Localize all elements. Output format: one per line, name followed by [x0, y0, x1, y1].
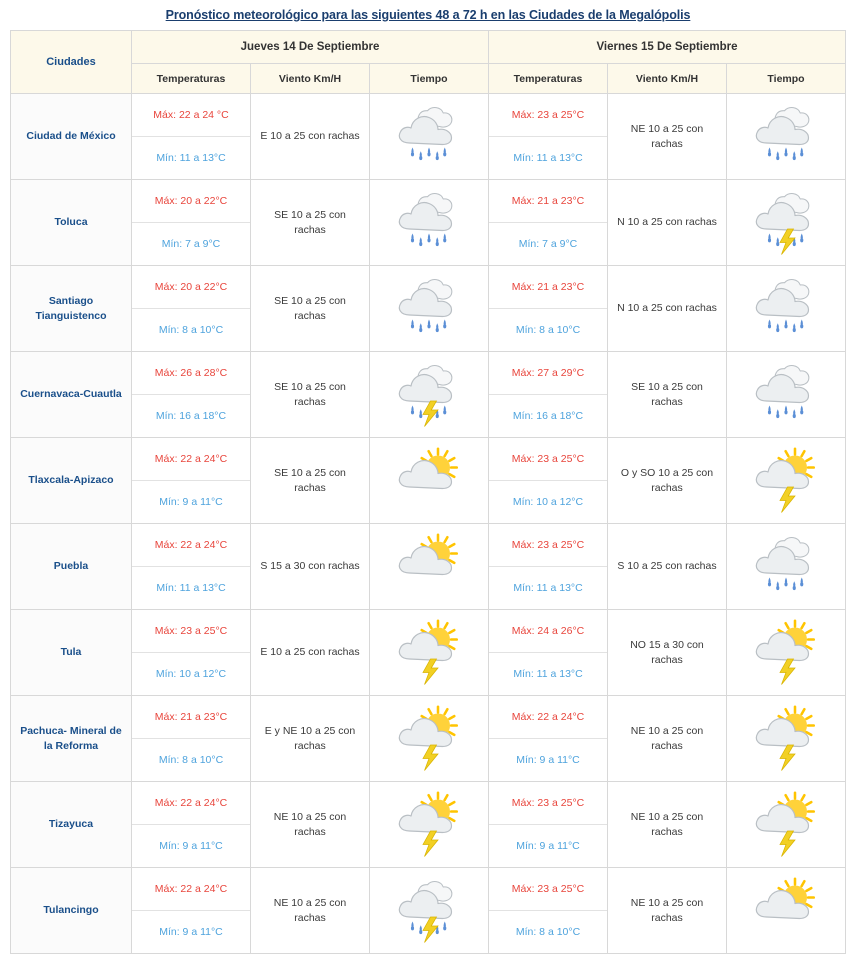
- temperatures-cell-day2: [489, 610, 608, 696]
- table-row: [11, 266, 846, 352]
- temp-min-day2: Mín: 7 a 9°C: [518, 238, 578, 250]
- temp-min-day1: Mín: 9 a 11°C: [159, 496, 223, 508]
- city-name: Tlaxcala-Apizaco: [11, 438, 132, 524]
- temp-min-day2: Mín: 8 a 10°C: [515, 926, 581, 938]
- temp-max-day2: Máx: 21 a 23°C: [489, 266, 607, 309]
- header-d1-temperatures: Temperaturas: [132, 64, 251, 94]
- temp-max-day1: Máx: 22 a 24 °C: [132, 94, 250, 137]
- temperatures-cell-day1: [132, 266, 251, 352]
- temperatures-cell-day2: [489, 782, 608, 868]
- header-row-subcolumns: [11, 64, 846, 94]
- header-d2-sky: Tiempo: [727, 64, 846, 94]
- sky-cell-day1: [370, 696, 489, 782]
- temp-min-day1: Mín: 16 a 18°C: [155, 410, 227, 422]
- table-header: [11, 31, 846, 94]
- sun-cloud-thunder-icon: [727, 612, 845, 694]
- temp-min-day1: Mín: 9 a 11°C: [159, 840, 223, 852]
- table-body: [11, 94, 846, 954]
- header-row-days: [11, 31, 846, 64]
- wind-cell-day1: E y NE 10 a 25 con rachas: [251, 696, 370, 782]
- wind-cell-day2: NE 10 a 25 con rachas: [608, 696, 727, 782]
- temp-min-day1: Mín: 9 a 11°C: [159, 926, 223, 938]
- sun-cloud-thunder-icon: [370, 784, 488, 866]
- table-row: [11, 94, 846, 180]
- sun-cloud-thunder-icon: [727, 440, 845, 522]
- temp-max-day2: Máx: 23 a 25°C: [489, 868, 607, 911]
- page-title: Pronóstico meteorológico para las siguientes 48 a 72 h en las Ciudades de la Megalópolis: [165, 8, 691, 22]
- sky-cell-day2: [727, 868, 846, 954]
- sun-behind-cloud-icon: [370, 440, 488, 522]
- temperatures-cell-day1: [132, 438, 251, 524]
- temp-min-day2: Mín: 8 a 10°C: [515, 324, 581, 336]
- temp-min-day2: Mín: 10 a 12°C: [512, 496, 584, 508]
- sky-cell-day1: [370, 438, 489, 524]
- temp-max-day2: Máx: 23 a 25°C: [489, 782, 607, 825]
- sky-cell-day2: [727, 782, 846, 868]
- wind-cell-day1: E 10 a 25 con rachas: [251, 94, 370, 180]
- temp-max-day1: Máx: 20 a 22°C: [132, 266, 250, 309]
- sky-cell-day1: [370, 180, 489, 266]
- sky-cell-day2: [727, 266, 846, 352]
- temp-max-day1: Máx: 26 a 28°C: [132, 352, 250, 395]
- temp-max-day1: Máx: 21 a 23°C: [132, 696, 250, 739]
- header-d2-temperatures: Temperaturas: [489, 64, 608, 94]
- wind-cell-day2: NE 10 a 25 con rachas: [608, 94, 727, 180]
- table-row: [11, 868, 846, 954]
- wind-cell-day2: NE 10 a 25 con rachas: [608, 782, 727, 868]
- temp-min-day2: Mín: 16 a 18°C: [512, 410, 584, 422]
- temperatures-cell-day1: [132, 524, 251, 610]
- header-d1-sky: Tiempo: [370, 64, 489, 94]
- temp-min-day1: Mín: 8 a 10°C: [158, 324, 224, 336]
- table-row: [11, 438, 846, 524]
- city-name: Santiago Tianguistenco: [11, 266, 132, 352]
- temperatures-cell-day2: [489, 524, 608, 610]
- temperatures-cell-day1: [132, 610, 251, 696]
- temperatures-cell-day1: [132, 868, 251, 954]
- header-d1-wind: Viento Km/H: [251, 64, 370, 94]
- wind-cell-day2: N 10 a 25 con rachas: [608, 180, 727, 266]
- temp-max-day2: Máx: 27 a 29°C: [489, 352, 607, 395]
- temp-min-day1: Mín: 11 a 13°C: [156, 582, 226, 594]
- wind-cell-day2: SE 10 a 25 con rachas: [608, 352, 727, 438]
- thunderstorm-icon: [727, 182, 845, 264]
- thunderstorm-icon: [370, 354, 488, 436]
- rain-cloud-icon: [727, 96, 845, 178]
- wind-cell-day2: N 10 a 25 con rachas: [608, 266, 727, 352]
- table-row: [11, 352, 846, 438]
- temp-min-day2: Mín: 11 a 13°C: [513, 582, 583, 594]
- city-name: Ciudad de México: [11, 94, 132, 180]
- temp-max-day2: Máx: 24 a 26°C: [489, 610, 607, 653]
- sky-cell-day1: [370, 266, 489, 352]
- rain-cloud-icon: [370, 268, 488, 350]
- sky-cell-day2: [727, 696, 846, 782]
- wind-cell-day1: NE 10 a 25 con rachas: [251, 868, 370, 954]
- temp-max-day1: Máx: 20 a 22°C: [132, 180, 250, 223]
- temperatures-cell-day2: [489, 94, 608, 180]
- sky-cell-day1: [370, 782, 489, 868]
- sun-cloud-thunder-icon: [727, 698, 845, 780]
- table-row: [11, 696, 846, 782]
- city-name: Toluca: [11, 180, 132, 266]
- city-name: Puebla: [11, 524, 132, 610]
- sky-cell-day1: [370, 868, 489, 954]
- rain-cloud-icon: [370, 96, 488, 178]
- temp-min-day1: Mín: 10 a 12°C: [155, 668, 227, 680]
- sun-behind-cloud-icon: [370, 526, 488, 608]
- table-row: [11, 782, 846, 868]
- temp-min-day1: Mín: 7 a 9°C: [161, 238, 221, 250]
- temperatures-cell-day1: [132, 180, 251, 266]
- rain-cloud-icon: [727, 268, 845, 350]
- wind-cell-day2: S 10 a 25 con rachas: [608, 524, 727, 610]
- header-day-1: Jueves 14 De Septiembre: [132, 31, 489, 64]
- forecast-table: [10, 30, 846, 954]
- temp-max-day2: Máx: 22 a 24°C: [489, 696, 607, 739]
- city-name: Cuernavaca-Cuautla: [11, 352, 132, 438]
- sky-cell-day1: [370, 352, 489, 438]
- wind-cell-day1: SE 10 a 25 con rachas: [251, 438, 370, 524]
- header-d2-wind: Viento Km/H: [608, 64, 727, 94]
- temperatures-cell-day1: [132, 782, 251, 868]
- sun-cloud-thunder-icon: [370, 612, 488, 694]
- temp-max-day2: Máx: 21 a 23°C: [489, 180, 607, 223]
- temp-min-day2: Mín: 11 a 13°C: [513, 668, 583, 680]
- temp-max-day1: Máx: 23 a 25°C: [132, 610, 250, 653]
- temp-max-day1: Máx: 22 a 24°C: [132, 782, 250, 825]
- sun-cloud-thunder-icon: [370, 698, 488, 780]
- temperatures-cell-day1: [132, 696, 251, 782]
- sky-cell-day1: [370, 610, 489, 696]
- city-name: Pachuca- Mineral de la Reforma: [11, 696, 132, 782]
- temp-min-day2: Mín: 11 a 13°C: [513, 152, 583, 164]
- temperatures-cell-day2: [489, 696, 608, 782]
- temp-min-day2: Mín: 9 a 11°C: [516, 840, 580, 852]
- temp-max-day1: Máx: 22 a 24°C: [132, 524, 250, 567]
- temperatures-cell-day2: [489, 352, 608, 438]
- temp-max-day1: Máx: 22 a 24°C: [132, 438, 250, 481]
- wind-cell-day1: NE 10 a 25 con rachas: [251, 782, 370, 868]
- temp-max-day1: Máx: 22 a 24°C: [132, 868, 250, 911]
- temp-min-day1: Mín: 8 a 10°C: [158, 754, 224, 766]
- temp-min-day2: Mín: 9 a 11°C: [516, 754, 580, 766]
- wind-cell-day2: O y SO 10 a 25 con rachas: [608, 438, 727, 524]
- sky-cell-day2: [727, 94, 846, 180]
- sky-cell-day1: [370, 94, 489, 180]
- city-name: Tula: [11, 610, 132, 696]
- sky-cell-day1: [370, 524, 489, 610]
- sky-cell-day2: [727, 180, 846, 266]
- sky-cell-day2: [727, 352, 846, 438]
- wind-cell-day2: NO 15 a 30 con rachas: [608, 610, 727, 696]
- temp-max-day2: Máx: 23 a 25°C: [489, 438, 607, 481]
- wind-cell-day1: SE 10 a 25 con rachas: [251, 266, 370, 352]
- city-name: Tizayuca: [11, 782, 132, 868]
- sun-cloud-thunder-icon: [727, 784, 845, 866]
- sky-cell-day2: [727, 524, 846, 610]
- temperatures-cell-day1: [132, 352, 251, 438]
- temp-min-day1: Mín: 11 a 13°C: [156, 152, 226, 164]
- wind-cell-day1: SE 10 a 25 con rachas: [251, 180, 370, 266]
- rain-cloud-icon: [370, 182, 488, 264]
- sky-cell-day2: [727, 610, 846, 696]
- wind-cell-day1: S 15 a 30 con rachas: [251, 524, 370, 610]
- temperatures-cell-day1: [132, 94, 251, 180]
- temperatures-cell-day2: [489, 438, 608, 524]
- temp-max-day2: Máx: 23 a 25°C: [489, 524, 607, 567]
- table-row: [11, 180, 846, 266]
- header-cities: Ciudades: [11, 31, 132, 94]
- table-row: [11, 610, 846, 696]
- rain-cloud-icon: [727, 354, 845, 436]
- table-row: [11, 524, 846, 610]
- wind-cell-day2: NE 10 a 25 con rachas: [608, 868, 727, 954]
- temperatures-cell-day2: [489, 868, 608, 954]
- rain-cloud-icon: [727, 526, 845, 608]
- wind-cell-day1: SE 10 a 25 con rachas: [251, 352, 370, 438]
- city-name: Tulancingo: [11, 868, 132, 954]
- sky-cell-day2: [727, 438, 846, 524]
- temperatures-cell-day2: [489, 180, 608, 266]
- temp-max-day2: Máx: 23 a 25°C: [489, 94, 607, 137]
- sun-behind-cloud-icon: [727, 870, 845, 952]
- temperatures-cell-day2: [489, 266, 608, 352]
- thunderstorm-icon: [370, 870, 488, 952]
- header-day-2: Viernes 15 De Septiembre: [489, 31, 846, 64]
- wind-cell-day1: E 10 a 25 con rachas: [251, 610, 370, 696]
